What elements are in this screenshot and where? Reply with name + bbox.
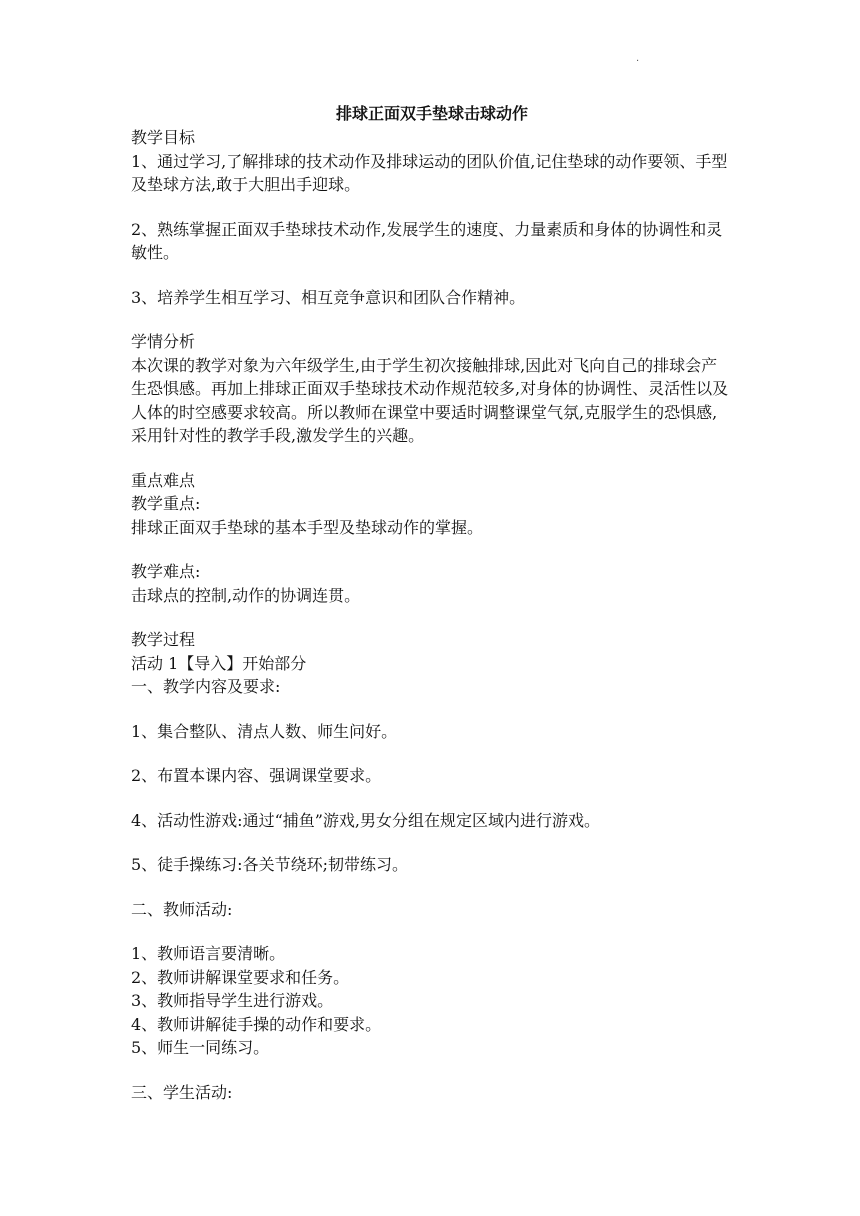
part1-item: 4、活动性游戏:通过“捕鱼”游戏,男女分组在规定区域内进行游戏。 [131, 810, 601, 830]
objective-1: 1、通过学习,了解排球的技术动作及排球运动的团队价值,记住垫球的动作要领、手型及垫球方法,敢于大胆出手迎球。 [131, 151, 728, 194]
part2-heading: 二、教师活动: [131, 899, 233, 919]
part1-item: 5、徒手操练习:各关节绕环;韧带练习。 [131, 855, 408, 874]
part3-heading: 三、学生活动: [131, 1082, 233, 1102]
header-mark: · [636, 56, 640, 67]
objective-3: 3、培养学生相互学习、相互竞争意识和团队合作精神。 [131, 287, 526, 307]
part2-item: 3、教师指导学生进行游戏。 [131, 991, 334, 1010]
part1-item: 2、布置本课内容、强调课堂要求。 [131, 766, 382, 785]
part1-item: 1、集合整队、清点人数、师生问好。 [131, 721, 398, 741]
difficulty-label: 教学难点: [131, 562, 201, 581]
part1-heading: 一、教学内容及要求: [131, 677, 281, 696]
document-title: 排球正面双手垫球击球动作 [335, 104, 528, 123]
section-heading-objectives: 教学目标 [131, 128, 196, 147]
key-point-text: 排球正面双手垫球的基本手型及垫球动作的掌握。 [131, 517, 484, 537]
objective-2: 2、熟练掌握正面双手垫球技术动作,发展学生的速度、力量素质和身体的协调性和灵敏性。 [131, 219, 723, 262]
part2-item: 4、教师讲解徒手操的动作和要求。 [131, 1014, 382, 1034]
part2-item: 5、师生一同练习。 [131, 1038, 270, 1057]
part2-item: 2、教师讲解课堂要求和任务。 [131, 967, 350, 987]
section-heading-key-points: 重点难点 [131, 470, 196, 490]
key-point-label: 教学重点: [131, 494, 201, 513]
section-heading-process: 教学过程 [131, 630, 196, 649]
analysis-paragraph: 本次课的教学对象为六年级学生,由于学生初次接触排球,因此对飞向自己的排球会产生恐惧感。再加上排球正面双手垫球技术动作规范较多,对身体的协调性、灵活性以及人体的时空感要求较高。所以教师在课堂中要适时调整课堂气氛,克服学生的恐惧感,采用针对性的教学手段,激发学生的兴趣。 [131, 355, 729, 445]
document-body [131, 102, 731, 1104]
activity-title: 活动 1【导入】开始部分 [131, 653, 307, 673]
part2-item: 1、教师语言要清晰。 [131, 944, 286, 963]
section-heading-analysis: 学情分析 [131, 332, 196, 351]
difficulty-text: 击球点的控制,动作的协调连贯。 [131, 585, 361, 605]
